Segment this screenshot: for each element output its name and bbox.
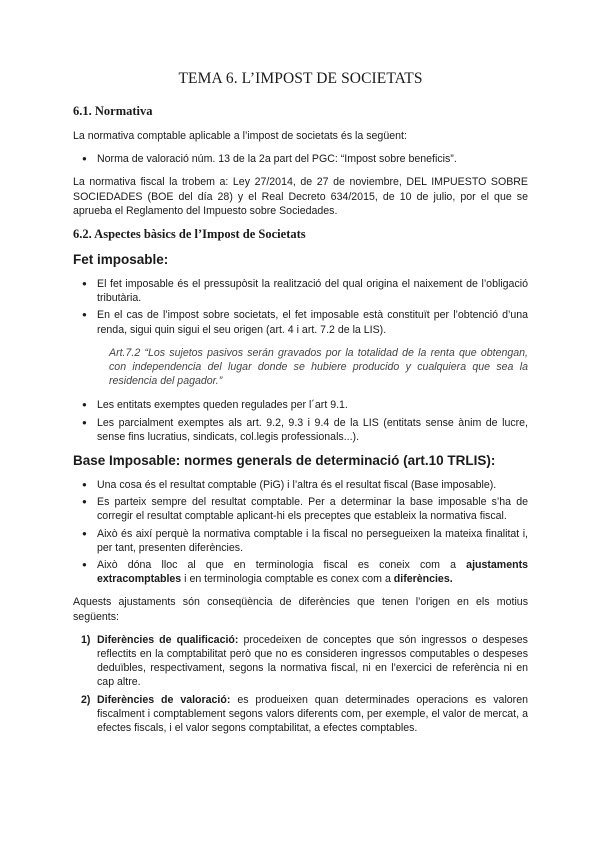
paragraph-intro: La normativa comptable aplicable a l’impost de societats és la següent: [73, 130, 407, 142]
subheading-base-imposable: Base Imposable: normes generals de determinació (art.10 TRLIS): [73, 453, 496, 469]
numbered-item-qualificacio [73, 633, 528, 690]
list-item-ajustaments [73, 558, 528, 586]
fet-bullet-list [73, 277, 528, 337]
item-text: es produeixen quan determinades operacions es valoren fiscalment i comptablement segons valors diferents com, per exemple, el valor de mercat, a efectes fiscals, i el valor segons comptabilitat, a efectes comptables. [97, 693, 528, 735]
numbered-item-valoracio [73, 693, 528, 736]
list-item: ● Les entitats exemptes queden regulades per l´art 9.1. [73, 398, 528, 412]
document-page [73, 70, 528, 744]
item-number: 1) [81, 633, 91, 646]
section-heading-normativa: 6.1. Normativa [73, 104, 153, 118]
item-label: Diferències de valoració: [97, 693, 231, 706]
text-segment: i en terminologia comptable es conex com a [181, 573, 394, 586]
quote-art-7-2: Art.7.2 “Los sujetos pasivos serán gravados por la totalidad de la renta que obtengan, con independencia del lugar donde se hubiere producido y cualquiera que sea la residencia del pagador.” [109, 346, 528, 388]
subheading-fet-imposable: Fet imposable: [73, 252, 169, 268]
normativa-bullet-list [73, 152, 528, 166]
list-item: ● Norma de valoració núm. 13 de la 2a part del PGC: “Impost sobre beneficis”. [73, 152, 528, 166]
page-title: TEMA 6. L’IMPOST DE SOCIETATS [178, 70, 423, 87]
list-item: ● En el cas de l’impost sobre societats, el fet imposable està constituït per l’obtenció d’una renda, sigui quin sigui el seu origen (art. 4 i art. 7.2 de la LIS). [73, 308, 528, 336]
item-number: 2) [81, 693, 91, 706]
list-item: ● Això és així perquè la normativa comptable i la fiscal no persegueixen la mateixa finalitat i, per tant, presenten diferències. [73, 527, 528, 555]
text-segment: Això dóna lloc al que en terminologia fiscal es coneix com a [97, 559, 467, 572]
list-item: ● El fet imposable és el pressupòsit la realització del qual origina el naixement de l’obligació tributària. [73, 277, 528, 305]
base-bullet-list [73, 478, 528, 586]
list-item: ● Es parteix sempre del resultat comptable. Per a determinar la base imposable s’ha de corregir el resultat comptable aplicant-hi els preceptes que estableix la normativa fiscal. [73, 495, 528, 523]
paragraph-ajustaments: Aquests ajustaments són conseqüència de diferències que tenen l’origen en els motius següents: [73, 596, 528, 623]
paragraph-fiscal: La normativa fiscal la trobem a: Ley 27/2014, de 27 de noviembre, DEL IMPUESTO SOBRE SOCIEDADES (BOE del día 28) y el Real Decreto 634/2015, de 10 de julio, por el que se aprueba el Reglamento del Impuesto sobre Sociedades. [73, 176, 528, 217]
list-item: ● Les parcialment exemptes als art. 9.2, 9.3 i 9.4 de la LIS (entitats sense ànim de lucre, sense fins lucratius, sindicats, col.legis professionals...). [73, 416, 528, 444]
list-item: ● Una cosa és el resultat comptable (PiG) i l’altra és el resultat fiscal (Base imposable). [73, 478, 528, 492]
fet-bullet-list-2 [73, 398, 528, 444]
bold-term-ajustaments: ajustaments extracomptables [97, 559, 528, 586]
item-text: procedeixen de conceptes que són ingressos o despeses reflectits en la comptabilitat però que no es consideren ingressos computables o despeses deduïbles, respectivament, segons la normativa fiscal, ni en l’exercici de referència ni en cap altre. [97, 633, 528, 689]
section-heading-aspectes: 6.2. Aspectes bàsics de l’Impost de Societats [73, 227, 306, 242]
item-label: Diferències de qualificació: [97, 633, 239, 646]
differences-numbered-list [73, 633, 528, 735]
bold-term-diferencies: diferències. [393, 573, 453, 586]
